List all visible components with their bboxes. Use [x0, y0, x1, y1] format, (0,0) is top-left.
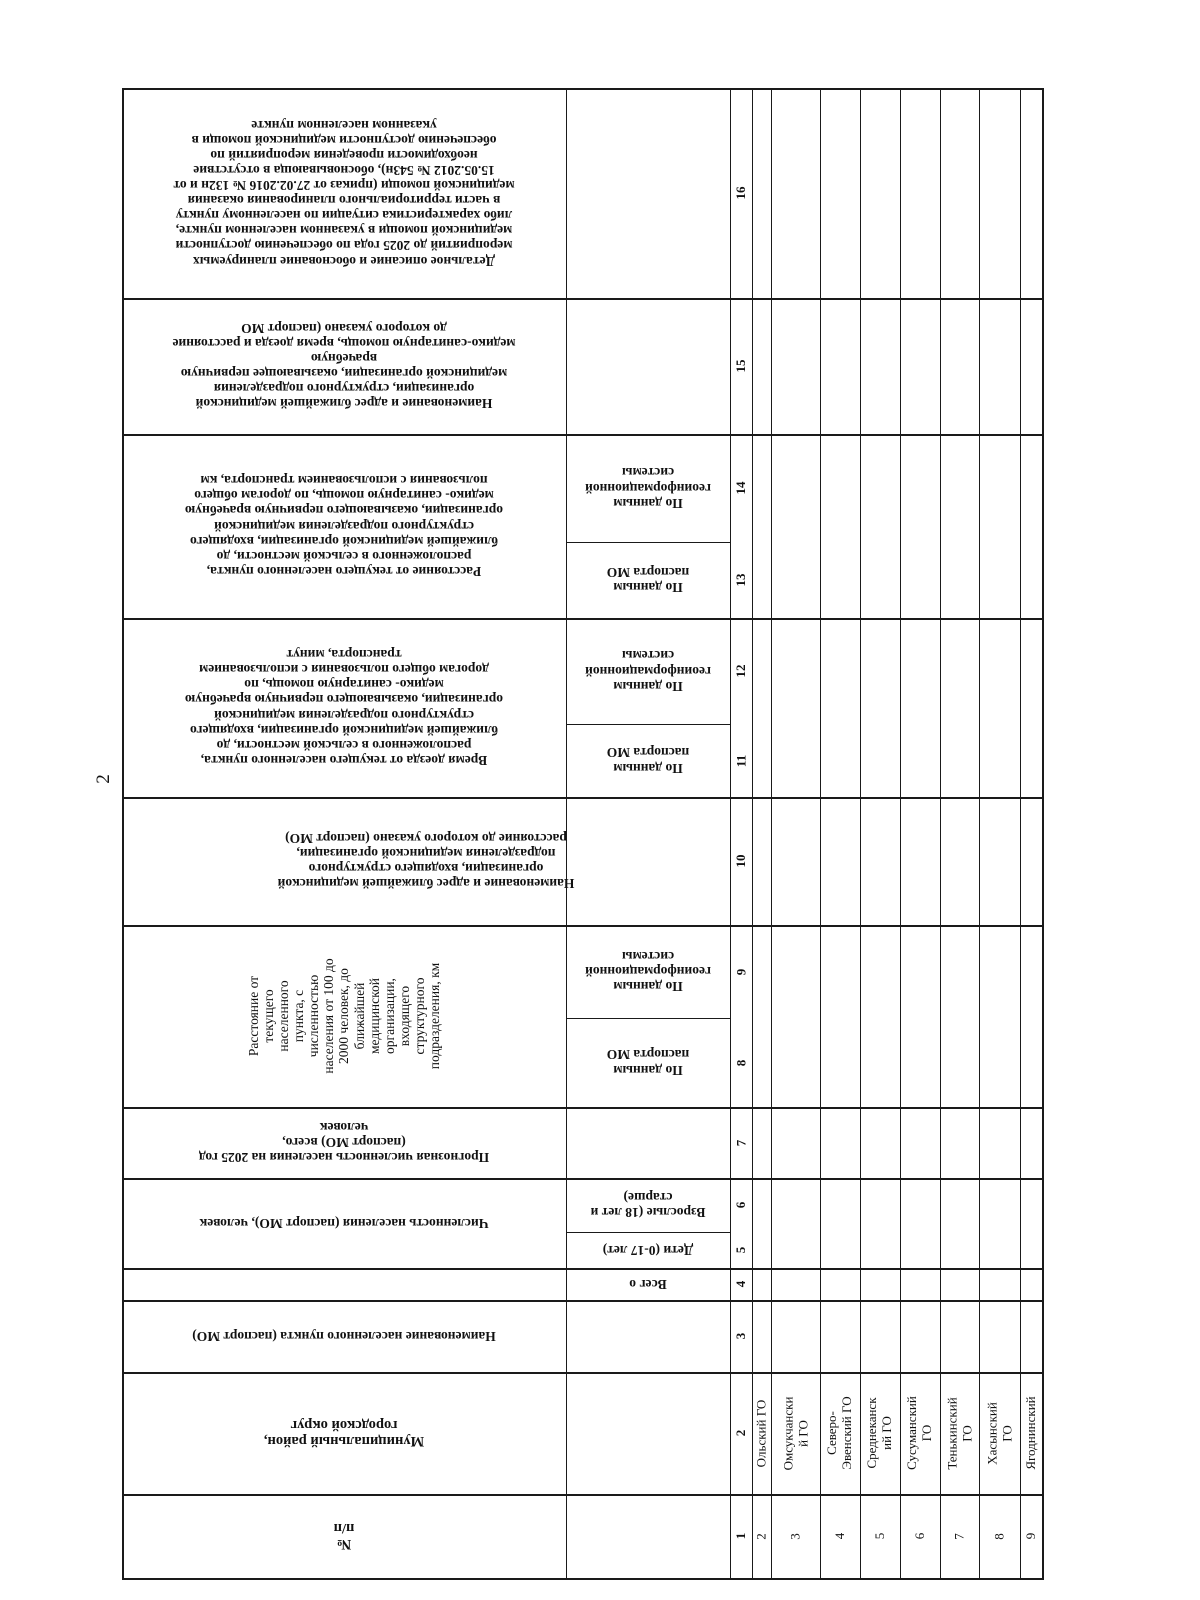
header-col16: Детальное описание и обоснование планируемых мероприятий до 2025 года по обеспечению доступности медицинской помощи в указанном населенном пункте, либо характеристика ситуации по населенному пункту в части территориального планирования оказания медицинской помощи (приказ от 27.02.2016 № 132н и от 15.05.2012 № 543н), обосновывающа в отсутствие необходимости проведения мероприятий по обеспечению доступности медицинской помощи в указанном населенном пункте — [173, 117, 515, 269]
header-col6: Взрослые (18 лет и старше) — [590, 1190, 706, 1221]
page-number: 2 — [93, 774, 114, 784]
row-number: 5 — [871, 1532, 887, 1540]
column-number: 6 — [732, 1201, 748, 1209]
column-number: 8 — [732, 1059, 748, 1066]
column-number: 11 — [732, 754, 748, 767]
header-col1: № п/п — [333, 1520, 355, 1553]
district-name: Тенькинский ГО — [943, 1396, 974, 1470]
column-divider — [122, 1578, 1044, 1580]
column-number: 12 — [732, 664, 748, 678]
district-name: Среднеканск ий ГО — [864, 1397, 894, 1469]
header-col13: По данным паспорта МО — [606, 565, 690, 596]
column-number: 9 — [732, 968, 748, 975]
header-time-11-12: Время доезда от текущего населенного пункта, расположенного в сельской местности, до ближайшей медицинской организации, входящего структурного подразделения медицинской организации, оказывающего первичную врачебную медико- санитарную помощь, по дорогам общего пользования с использованием транспорта, минут — [184, 647, 504, 768]
column-number: 4 — [732, 1280, 748, 1288]
row-number: 4 — [831, 1532, 847, 1540]
header-col4: Всег о — [629, 1276, 667, 1292]
row-divider — [752, 88, 753, 1578]
district-name: Сусуманский ГО — [904, 1396, 934, 1470]
row-number: 6 — [911, 1532, 927, 1540]
row-divider — [1020, 88, 1021, 1578]
column-number: 7 — [732, 1139, 748, 1146]
row-divider — [860, 88, 861, 1578]
header-col5: Дети (0-17 лет) — [602, 1242, 694, 1258]
column-number: 14 — [732, 481, 748, 495]
header-col15: Наименование и адрес ближайшей медицинской организации, структурного подразделения медицинской организации, оказывающее первичную врачебную медико-санитарную помощь, время доезда и расстояние до которого указано (паспорт МО — [172, 320, 516, 412]
header-col11: По данным паспорта МО — [606, 745, 690, 776]
district-name: Хасынский ГО — [983, 1401, 1014, 1465]
header-pop-group: Численность населения (паспорт МО), человек — [199, 1215, 489, 1231]
column-number: 16 — [732, 186, 748, 200]
row-divider — [940, 88, 941, 1578]
row-number: 9 — [1022, 1532, 1038, 1540]
column-number: 2 — [732, 1429, 748, 1437]
row-number: 3 — [787, 1532, 803, 1540]
header-col10: Наименование и адрес ближайшей медицинской организации, входящего структурного подразделения медицинской организации, расстояние до которого указано (паспорт МО) — [277, 830, 575, 892]
row-divider — [1042, 88, 1043, 1578]
header-col8: По данным паспорта МО — [606, 1047, 690, 1078]
header-col7: Прогнозная численность населения на 2025 год (паспорт МО) всего, человек — [198, 1119, 490, 1166]
column-number: 10 — [732, 854, 748, 868]
row-divider — [979, 88, 980, 1578]
column-number: 15 — [732, 359, 748, 373]
column-number: 5 — [732, 1246, 748, 1254]
column-number: 1 — [732, 1532, 748, 1540]
header-dist-13-14: Расстояние от текущего населенного пункта, расположенного в сельской местности, до ближайшей медицинской организации, входящего структурного подразделения медицинской организации, оказывающего первичную врачебную медико- санитарную помощь, по дорогам общего пользования с использованием транспорта, км — [184, 473, 504, 579]
district-name: Ягоднинский — [1022, 1396, 1038, 1470]
row-divider — [771, 88, 772, 1578]
column-number: 13 — [732, 573, 748, 587]
header-dist-8-9: Расстояние от текущего населенного пункта, с численностью населения от 100 до 2000 человек, до ближайшей медицинской организации, входящего структурного подразделения, км — [245, 958, 443, 1074]
header-col12: По данным геоинформационной системы — [585, 648, 711, 694]
header-col2: Муниципальный район, городской округ — [263, 1417, 425, 1450]
row-divider — [900, 88, 901, 1578]
row-divider — [820, 88, 821, 1578]
header-col9: По данным геоинформационной системы — [585, 948, 711, 995]
header-col3: Наименование населенного пункта (паспорт МО) — [192, 1328, 496, 1344]
header-col14: По данным геоинформационной системы — [585, 465, 711, 511]
column-number: 3 — [732, 1332, 748, 1340]
district-name: Ольский ГО — [753, 1399, 769, 1467]
row-number: 2 — [753, 1532, 769, 1540]
district-name: Северо- Эвенский ГО — [824, 1396, 854, 1470]
district-name: Омсукчански й ГО — [779, 1396, 810, 1470]
row-number: 7 — [951, 1532, 967, 1540]
row-number: 8 — [991, 1532, 1007, 1540]
